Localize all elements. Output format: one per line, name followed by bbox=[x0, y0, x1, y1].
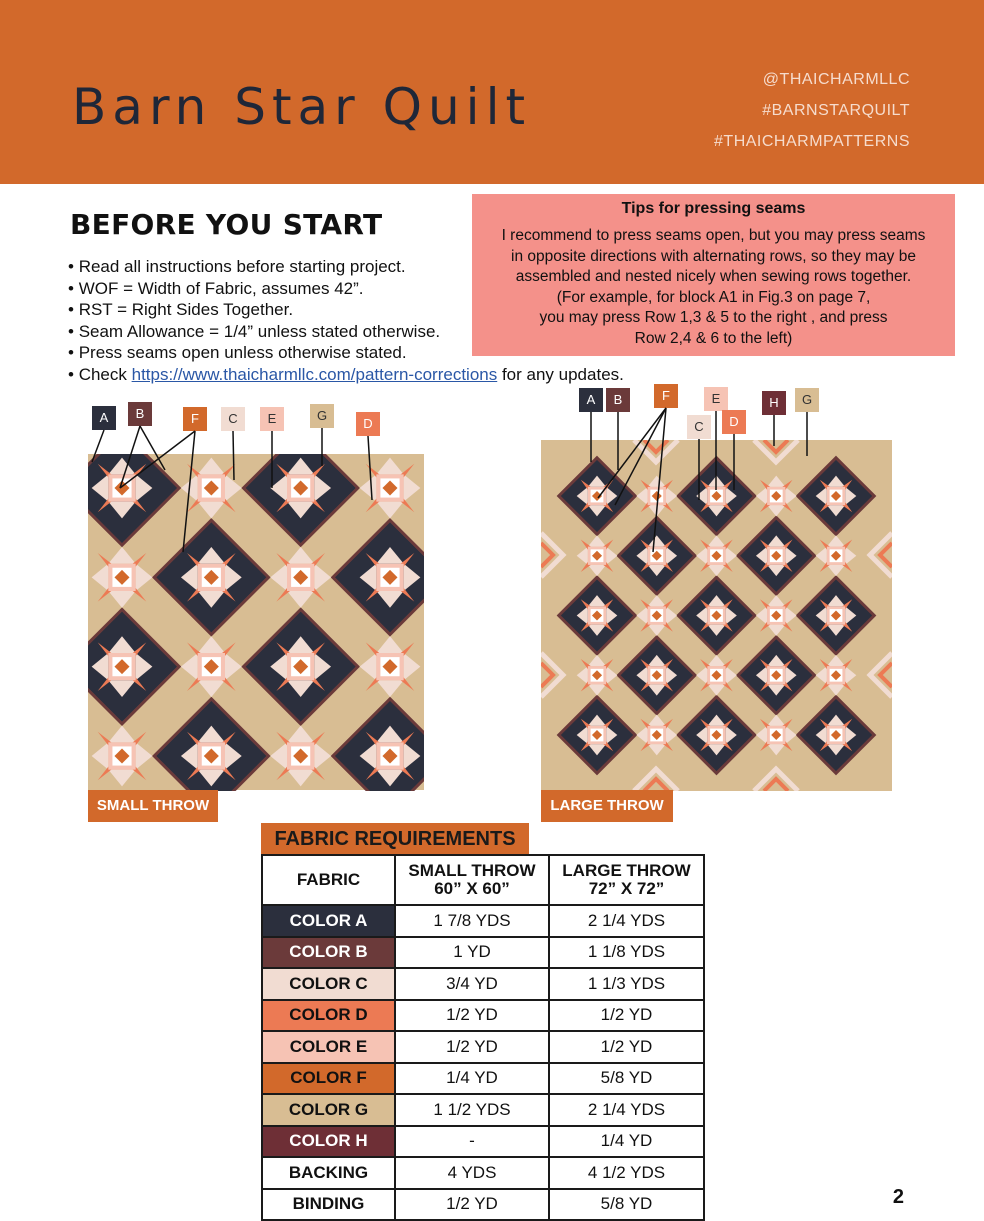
barn-star-block bbox=[181, 458, 242, 519]
swatch-color-e: E bbox=[704, 387, 728, 411]
swatch-color-g: G bbox=[795, 388, 819, 412]
fabric-name-cell: COLOR G bbox=[262, 1094, 395, 1126]
table-row bbox=[262, 905, 704, 937]
barn-star-block bbox=[636, 535, 677, 576]
hashtag-barnstar: #BARNSTARQUILT bbox=[762, 102, 910, 119]
social-handles bbox=[714, 64, 910, 157]
large-throw-cell: 4 1/2 YDS bbox=[549, 1157, 704, 1189]
barn-star-block bbox=[816, 715, 857, 756]
list-item: • Seam Allowance = 1/4” unless stated otherwise. bbox=[68, 321, 624, 343]
list-item: • WOF = Width of Fabric, assumes 42”. bbox=[68, 278, 624, 300]
small-throw-cell: 4 YDS bbox=[395, 1157, 549, 1189]
barn-star-block bbox=[577, 595, 618, 636]
large-throw-cell: 1 1/3 YDS bbox=[549, 968, 704, 1000]
header-fabric: FABRIC bbox=[262, 855, 395, 905]
barn-star-block bbox=[360, 636, 421, 697]
swatch-color-c: C bbox=[687, 415, 711, 439]
barn-star-block bbox=[696, 476, 737, 517]
barn-star-block bbox=[636, 715, 677, 756]
barn-star-block bbox=[181, 726, 242, 787]
barn-star-block bbox=[270, 726, 331, 787]
barn-star-block bbox=[360, 458, 421, 519]
large-throw-quilt-image bbox=[541, 440, 892, 791]
barn-star-block bbox=[270, 547, 331, 608]
handle-instagram: @THAICHARMLLC bbox=[762, 71, 910, 88]
swatch-color-f: F bbox=[654, 384, 678, 408]
barn-star-block bbox=[636, 655, 677, 696]
barn-star-block bbox=[360, 726, 421, 787]
header-small-throw bbox=[395, 855, 549, 905]
barn-star-block bbox=[92, 726, 153, 787]
barn-star-block bbox=[816, 595, 857, 636]
tips-line: assembled and nested nicely when sewing rows together. bbox=[515, 268, 912, 285]
barn-star-block bbox=[636, 595, 677, 636]
barn-star-block bbox=[360, 547, 421, 608]
barn-star-block bbox=[756, 535, 797, 576]
barn-star-block bbox=[92, 458, 153, 519]
large-throw-cell: 2 1/4 YDS bbox=[549, 1094, 704, 1126]
fabric-table-body bbox=[262, 905, 704, 1220]
list-item: • Read all instructions before starting project. bbox=[68, 256, 624, 278]
small-throw-cell: 1 YD bbox=[395, 937, 549, 969]
swatch-color-d: D bbox=[356, 412, 380, 436]
small-throw-cell: 1/2 YD bbox=[395, 1189, 549, 1221]
barn-star-block bbox=[696, 535, 737, 576]
barn-star-block bbox=[756, 715, 797, 756]
barn-star-block bbox=[270, 636, 331, 697]
fabric-name-cell: BINDING bbox=[262, 1189, 395, 1221]
tips-line: in opposite directions with alternating rows, so they may be bbox=[511, 247, 916, 265]
list-item: • RST = Right Sides Together. bbox=[68, 299, 624, 321]
large-throw-cell: 1/2 YD bbox=[549, 1031, 704, 1063]
swatch-color-f: F bbox=[183, 407, 207, 431]
list-item-check bbox=[68, 364, 624, 386]
barn-star-block bbox=[577, 535, 618, 576]
barn-star-block bbox=[577, 476, 618, 517]
check-suffix: for any updates. bbox=[497, 364, 624, 384]
page-title: Barn Star Quilt bbox=[72, 78, 532, 136]
table-header-row bbox=[262, 855, 704, 905]
table-row bbox=[262, 968, 704, 1000]
corrections-link[interactable]: https://www.thaicharmllc.com/pattern-corrections bbox=[131, 364, 498, 384]
table-row bbox=[262, 1189, 704, 1221]
fabric-name-cell: COLOR F bbox=[262, 1063, 395, 1095]
large-throw-cell: 5/8 YD bbox=[549, 1189, 704, 1221]
swatch-color-e: E bbox=[260, 407, 284, 431]
fabric-name-cell: COLOR E bbox=[262, 1031, 395, 1063]
barn-star-block bbox=[696, 715, 737, 756]
large-throw-cell: 5/8 YD bbox=[549, 1063, 704, 1095]
table-row bbox=[262, 1031, 704, 1063]
barn-star-block bbox=[756, 655, 797, 696]
tips-line: Row 2,4 & 6 to the left) bbox=[634, 329, 793, 347]
barn-star-block bbox=[181, 636, 242, 697]
large-throw-cell: 1/2 YD bbox=[549, 1000, 704, 1032]
header-banner bbox=[0, 0, 984, 184]
before-you-start-heading: BEFORE YOU START bbox=[70, 208, 383, 241]
barn-star-block bbox=[636, 476, 677, 517]
swatch-color-b: B bbox=[606, 388, 630, 412]
fabric-requirements-table bbox=[261, 854, 705, 1221]
fabric-name-cell: COLOR A bbox=[262, 905, 395, 937]
tips-line: (For example, for block A1 in Fig.3 on page 7, bbox=[556, 288, 871, 306]
table-row bbox=[262, 937, 704, 969]
large-throw-cell: 1 1/8 YDS bbox=[549, 937, 704, 969]
barn-star-block bbox=[577, 655, 618, 696]
header-large-title: LARGE THROW bbox=[562, 861, 691, 880]
large-throw-cell: 1/4 YD bbox=[549, 1126, 704, 1158]
small-throw-cell: 1 7/8 YDS bbox=[395, 905, 549, 937]
barn-star-block bbox=[816, 655, 857, 696]
tips-title: Tips for pressing seams bbox=[621, 200, 806, 217]
small-throw-quilt-image bbox=[88, 454, 424, 791]
table-row bbox=[262, 1063, 704, 1095]
fabric-name-cell: COLOR C bbox=[262, 968, 395, 1000]
fabric-requirements-title: FABRIC REQUIREMENTS bbox=[261, 823, 529, 855]
barn-star-block bbox=[696, 595, 737, 636]
small-throw-cell: 1/2 YD bbox=[395, 1031, 549, 1063]
barn-star-block bbox=[92, 547, 153, 608]
barn-star-block bbox=[756, 595, 797, 636]
barn-star-block bbox=[181, 547, 242, 608]
fabric-name-cell: COLOR H bbox=[262, 1126, 395, 1158]
small-throw-cell: 1/4 YD bbox=[395, 1063, 549, 1095]
barn-star-block bbox=[696, 655, 737, 696]
barn-star-block bbox=[577, 715, 618, 756]
tips-body bbox=[472, 226, 955, 349]
large-throw-cell: 2 1/4 YDS bbox=[549, 905, 704, 937]
header-large-throw bbox=[549, 855, 704, 905]
fabric-name-cell: COLOR B bbox=[262, 937, 395, 969]
tips-line: you may press Row 1,3 & 5 to the right , and press bbox=[539, 309, 888, 326]
swatch-color-g: G bbox=[310, 404, 334, 428]
small-throw-cell: 1/2 YD bbox=[395, 1000, 549, 1032]
swatch-color-d: D bbox=[722, 410, 746, 434]
barn-star-block bbox=[816, 535, 857, 576]
swatch-color-h: H bbox=[762, 391, 786, 415]
table-row bbox=[262, 1094, 704, 1126]
small-throw-label: SMALL THROW bbox=[88, 790, 218, 822]
fabric-name-cell: COLOR D bbox=[262, 1000, 395, 1032]
barn-star-block bbox=[756, 476, 797, 517]
header-large-size: 72” X 72” bbox=[588, 879, 665, 898]
table-row bbox=[262, 1157, 704, 1189]
swatch-color-a: A bbox=[92, 406, 116, 430]
header-small-size: 60” X 60” bbox=[434, 879, 510, 898]
swatch-color-a: A bbox=[579, 388, 603, 412]
list-item: • Press seams open unless otherwise stated. bbox=[68, 342, 624, 364]
large-throw-label: LARGE THROW bbox=[541, 790, 673, 822]
swatch-color-c: C bbox=[221, 407, 245, 431]
fabric-name-cell: BACKING bbox=[262, 1157, 395, 1189]
table-row bbox=[262, 1000, 704, 1032]
barn-star-block bbox=[270, 458, 331, 519]
page-number: 2 bbox=[892, 1186, 904, 1208]
tips-box bbox=[472, 194, 955, 356]
table-row bbox=[262, 1126, 704, 1158]
barn-star-block bbox=[816, 476, 857, 517]
barn-star-block bbox=[92, 636, 153, 697]
small-throw-cell: - bbox=[395, 1126, 549, 1158]
hashtag-patterns: #THAICHARMPATTERNS bbox=[714, 133, 910, 150]
tips-line: I recommend to press seams open, but you may press seams bbox=[501, 227, 926, 244]
check-prefix: Check bbox=[78, 364, 132, 384]
small-throw-cell: 3/4 YD bbox=[395, 968, 549, 1000]
header-small-title: SMALL THROW bbox=[408, 861, 536, 880]
swatch-color-b: B bbox=[128, 402, 152, 426]
small-throw-cell: 1 1/2 YDS bbox=[395, 1094, 549, 1126]
